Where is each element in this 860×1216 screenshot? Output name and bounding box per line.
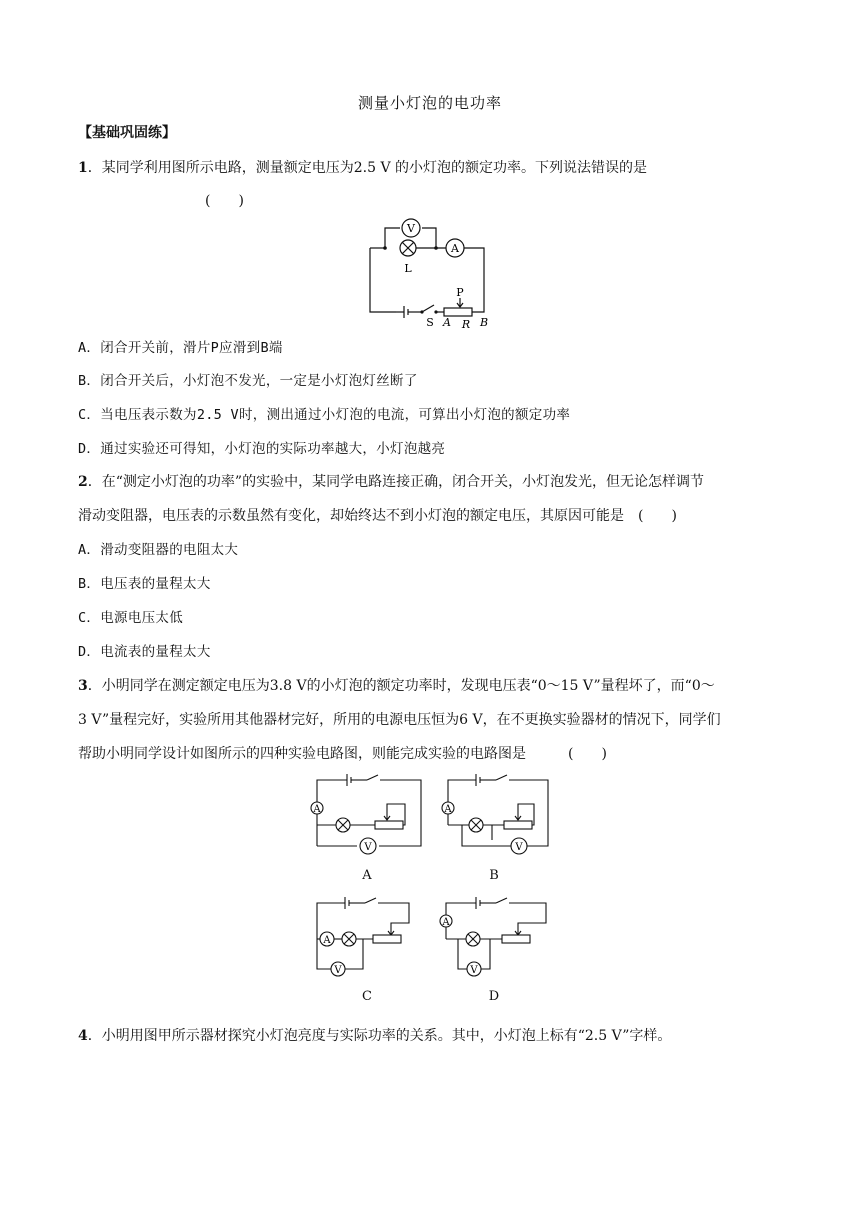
q2-option-c[interactable]: C．电源电压太低	[78, 610, 184, 626]
question-number: 3	[78, 678, 88, 694]
question-number: 2	[78, 474, 88, 490]
question-text: ．小明同学在测定额定电压为3.8 V的小灯泡的额定功率时，发现电压表“0～15 V”量程坏了，而“0～	[87, 678, 715, 694]
question-text: ．在“测定小灯泡的功率”的实验中，某同学电路连接正确，闭合开关，小灯泡发光，但无论怎样调节	[87, 474, 705, 490]
page-title: 测量小灯泡的电功率	[357, 94, 502, 112]
circuit-caption-c: C	[362, 989, 372, 1004]
q1-option-d[interactable]: D．通过实验还可得知，小灯泡的实际功率越大，小灯泡越亮	[78, 441, 446, 457]
question-3-line-1	[78, 676, 798, 696]
voltmeter-symbol: V	[407, 222, 415, 235]
question-number: 1	[78, 160, 88, 176]
q1-option-c[interactable]: C．当电压表示数为2.5 V时，测出通过小灯泡的电流，可算出小灯泡的额定功率	[78, 407, 571, 423]
q1-option-b[interactable]: B．闭合开关后，小灯泡不发光，一定是小灯泡灯丝断了	[78, 373, 418, 389]
question-3-line-2: 3 V”量程完好，实验所用其他器材完好，所用的电源电压恒为6 V，在不更换实验器材的情况下，同学们	[78, 712, 721, 728]
question-text: ．小明用图甲所示器材探究小灯泡亮度与实际功率的关系。其中，小灯泡上标有“2.5 V”字样。	[87, 1028, 672, 1044]
circuit-figure-q1	[360, 212, 500, 330]
rheostat-end-b: B	[479, 316, 489, 329]
circuit-option-a[interactable]	[305, 770, 429, 858]
rheostat-label: R	[461, 318, 471, 330]
ammeter-symbol: A	[313, 804, 321, 815]
question-2-line-1	[78, 472, 798, 492]
voltmeter-symbol: V	[334, 965, 342, 976]
circuit-option-c[interactable]	[305, 893, 429, 979]
circuit-caption-a: A	[362, 868, 372, 883]
question-2-line-2: 滑动变阻器，电压表的示数虽然有变化，却始终达不到小灯泡的额定电压，其原因可能是 ( )	[78, 508, 677, 524]
ammeter-symbol: A	[444, 804, 452, 815]
question-1	[78, 158, 798, 178]
switch-label: S	[426, 316, 434, 329]
circuit-option-b[interactable]	[434, 770, 558, 858]
rheostat-end-a: A	[443, 316, 451, 329]
ammeter-symbol: A	[442, 917, 450, 928]
lamp-label: L	[404, 262, 412, 275]
ammeter-symbol: A	[451, 242, 459, 255]
circuit-option-d[interactable]	[434, 893, 558, 979]
q2-option-a[interactable]: A．滑动变阻器的电阻太大	[78, 542, 239, 558]
voltmeter-symbol: V	[515, 842, 523, 853]
section-heading: 【基础巩固练】	[78, 125, 176, 141]
ammeter-symbol: A	[323, 935, 331, 946]
voltmeter-symbol: V	[364, 842, 372, 853]
circuit-caption-b: B	[489, 868, 499, 883]
question-number: 4	[78, 1028, 88, 1044]
question-text: ．某同学利用图所示电路，测量额定电压为2.5 V 的小灯泡的额定功率。下列说法错误的是	[87, 160, 648, 176]
circuit-caption-d: D	[488, 989, 500, 1004]
q2-option-b[interactable]: B．电压表的量程太大	[78, 576, 211, 592]
q2-option-d[interactable]: D．电流表的量程太大	[78, 644, 211, 660]
slider-label: P	[456, 286, 464, 299]
q1-option-a[interactable]: A．闭合开关前，滑片P应滑到B端	[78, 340, 283, 356]
voltmeter-symbol: V	[470, 965, 478, 976]
question-3-line-3: 帮助小明同学设计如图所示的四种实验电路图，则能完成实验的电路图是 ( )	[78, 746, 607, 762]
question-4	[78, 1026, 798, 1046]
answer-bracket: ( )	[205, 193, 244, 209]
